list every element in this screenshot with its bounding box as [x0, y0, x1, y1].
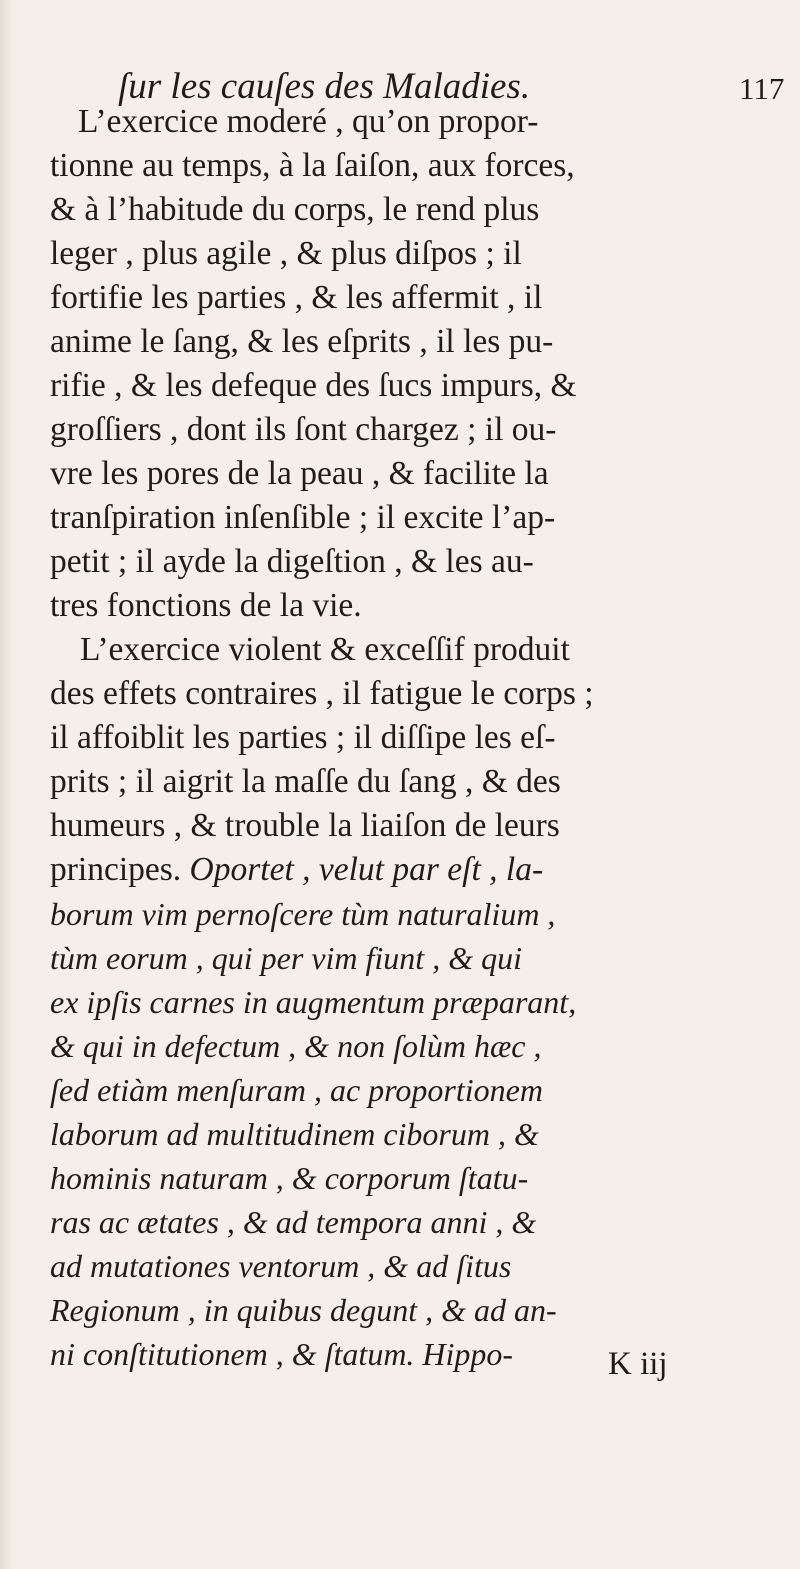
quotation-line: hominis naturam , & corporum ſtatu- — [50, 1160, 529, 1196]
text-line: rifie , & les defeque des ſucs impurs, & — [50, 367, 577, 404]
quotation-line: Regionum , in quibus degunt , & ad an- — [50, 1292, 557, 1328]
text-line: tres fonctions de la vie. — [50, 587, 362, 624]
text-line: tionne au temps, à la ſaiſon, aux forces, — [50, 147, 575, 184]
running-head: ſur les cauſes des Maladies. — [118, 66, 531, 107]
quotation-line: ad mutationes ventorum , & ad ſitus — [50, 1248, 512, 1284]
text-line: humeurs , & trouble la liaiſon de leurs — [50, 807, 560, 844]
text-line: vre les pores de la peau , & facilite la — [50, 455, 549, 492]
page-number: 117 — [739, 71, 785, 106]
text-line: des effets contraires , il fatigue le corps ; — [50, 675, 594, 712]
quotation-line: borum vim pernoſcere tùm naturalium , — [50, 896, 556, 932]
quotation-line: laborum ad multitudinem ciborum , & — [50, 1116, 539, 1152]
text-line: prits ; il aigrit la maſſe du ſang , & des — [50, 763, 561, 800]
text-line: L’exercice violent & exceſſif produit — [80, 631, 570, 668]
quotation-line: & qui in defectum , & non ſolùm hæc , — [50, 1028, 542, 1064]
quotation-line: tùm eorum , qui per vim fiunt , & qui — [50, 940, 522, 976]
text-line: anime le ſang, & les eſprits , il les pu- — [50, 323, 554, 360]
roman-text: principes. — [50, 851, 182, 888]
text-line: fortifie les parties , & les affermit , il — [50, 279, 543, 316]
quotation-line: ex ipſis carnes in augmentum præparant, — [50, 984, 577, 1020]
quotation-line: ni conſtitutionem , & ſtatum. Hippo- — [50, 1336, 514, 1372]
italic-quotation: Oportet , velut par eſt , la- — [189, 851, 544, 888]
text-line: leger , plus agile , & plus diſpos ; il — [50, 235, 522, 272]
text-line: petit ; il ayde la digeſtion , & les au- — [50, 543, 534, 580]
text-line: groſſiers , dont ils ſont chargez ; il ou- — [50, 411, 557, 448]
quotation-line: ras ac ætates , & ad tempora anni , & — [50, 1204, 537, 1240]
page-fold-shadow — [0, 0, 14, 1569]
text-line: L’exercice moderé , qu’on propor- — [78, 103, 539, 140]
signature-mark: K iij — [608, 1346, 668, 1382]
quotation-line: ſed etiàm menſuram , ac proportionem — [50, 1072, 543, 1108]
text-line: & à l’habitude du corps, le rend plus — [50, 191, 540, 228]
text-line: tranſpiration inſenſible ; il excite l’ap- — [50, 499, 556, 536]
text-line: il affoiblit les parties ; il diſſipe les eſ- — [50, 719, 556, 756]
text-line-mixed — [50, 850, 543, 890]
